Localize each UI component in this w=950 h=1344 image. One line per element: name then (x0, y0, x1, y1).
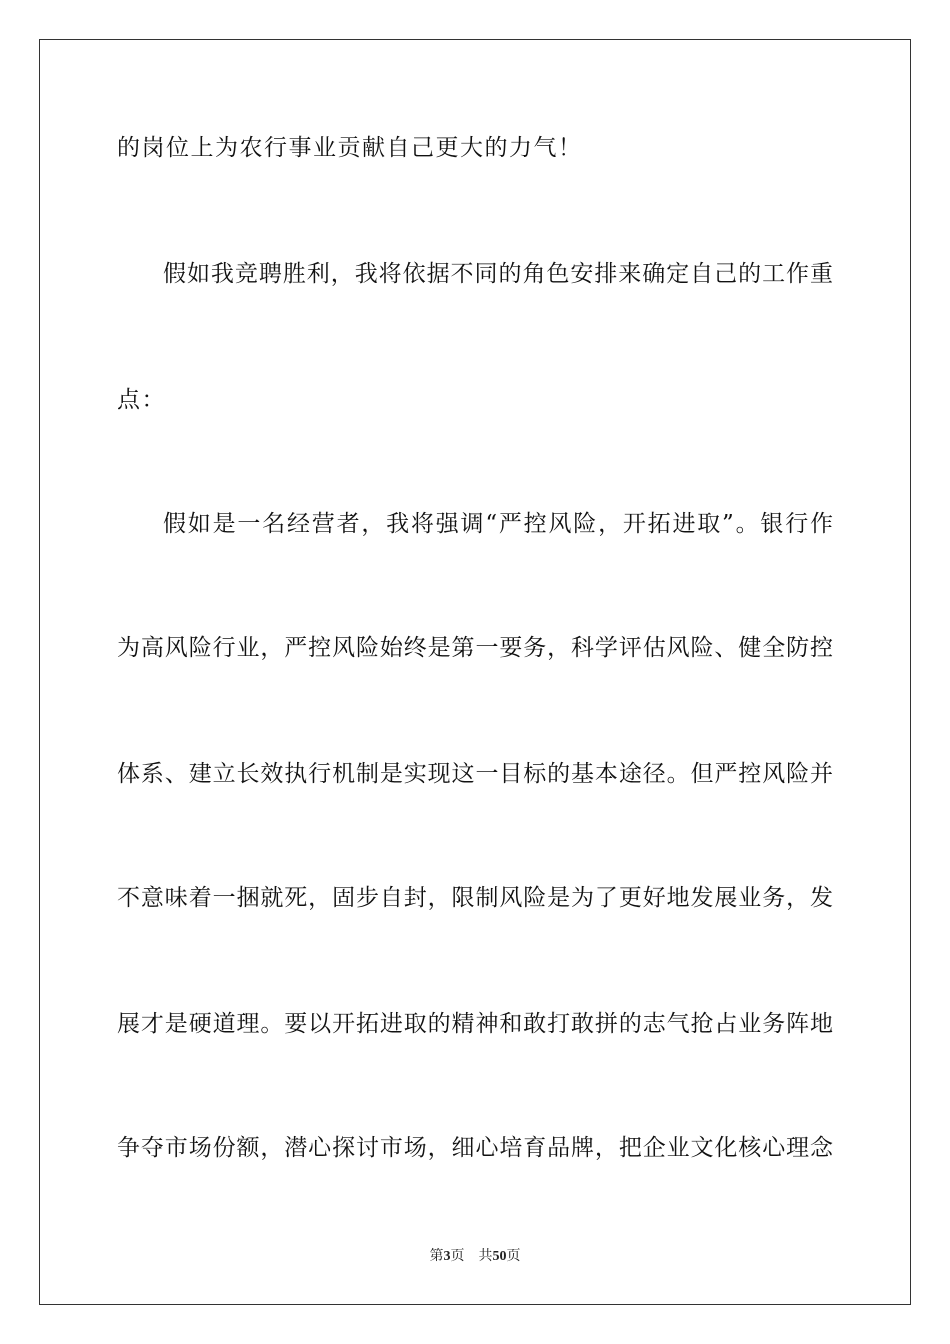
total-suffix: 页 (506, 1249, 521, 1264)
text-line: 为高风险行业，严控风险始终是第一要务，科学评估风险、健全防控 (117, 635, 833, 661)
text-line: 点： (117, 387, 166, 413)
total-pages: 50 (492, 1249, 507, 1264)
text-line: 体系、建立长效执行机制是实现这一目标的基本途径。但严控风险并 (117, 761, 833, 787)
page-suffix: 页 (450, 1249, 465, 1264)
total-prefix: 共 (478, 1249, 493, 1264)
text-line: 不意味着一捆就死，固步自封，限制风险是为了更好地发展业务，发 (117, 885, 833, 911)
page-prefix: 第 (429, 1249, 444, 1264)
page-border (39, 39, 911, 1305)
text-line: 假如是一名经营者，我将强调“严控风险，开拓进取”。银行作 (163, 511, 833, 537)
page-footer (0, 1247, 950, 1267)
text-line: 的岗位上为农行事业贡献自己更大的力气！ (117, 135, 583, 161)
page-number: 3 (443, 1249, 451, 1264)
text-line: 假如我竞聘胜利，我将依据不同的角色安排来确定自己的工作重 (163, 261, 833, 287)
text-line: 展才是硬道理。要以开拓进取的精神和敢打敢拼的志气抢占业务阵地 (117, 1011, 833, 1037)
text-line: 争夺市场份额，潜心探讨市场，细心培育品牌，把企业文化核心理念 (117, 1135, 833, 1161)
